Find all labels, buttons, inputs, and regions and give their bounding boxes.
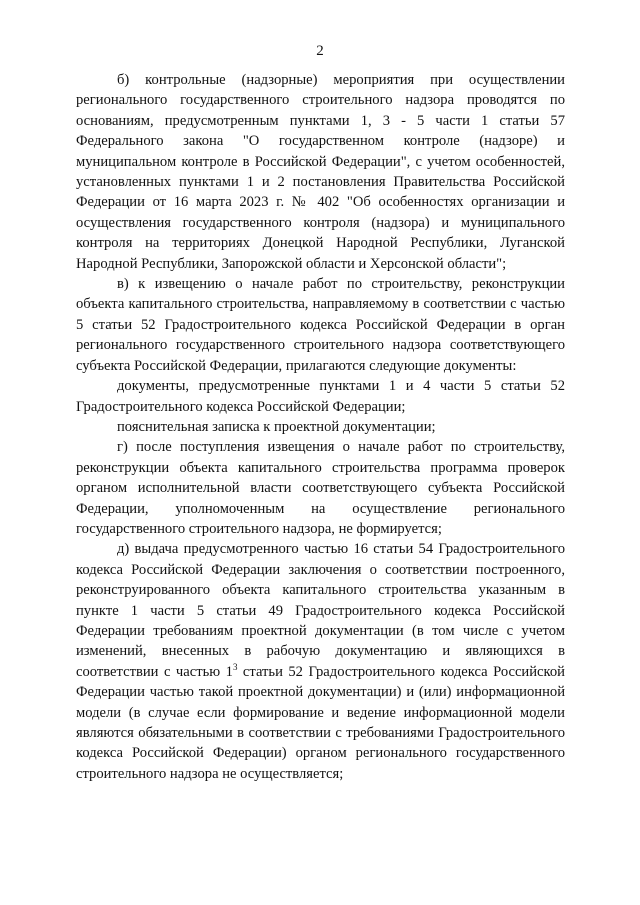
paragraph-v-documents: документы, предусмотренные пунктами 1 и 4 части 5 статьи 52 Градостроительного кодекса Российской Федерации; [76,378,565,415]
document-body [76,70,565,784]
paragraph-d-text-after: статьи 52 Градостроительного кодекса Российской Федерации частью такой проектной документации) и (или) информационной модели (в случае если формирование и ведение информационной модели являются обязательными в соответствии с требованиями Градостроительного кодекса Российской Федерации) органом регионального государственного строительного надзора не осуществляется; [76,663,565,782]
paragraph-d-text-before: д) выдача предусмотренного частью 16 статьи 54 Градостроительного кодекса Российской Федерации заключения о соответствии построенного, реконструированного объекта капитального строительства указанным в пункте 1 части 5 статьи 49 Градостроительного кодекса Российской Федерации требованиям проектной документации (в том числе с учетом изменений, внесенных в рабочую документацию и являющихся в соответствии с частью 1 [76,541,565,680]
paragraph-g: г) после поступления извещения о начале работ по строительству, реконструкции объекта капитального строительства программа проверок органом исполнительной власти соответствующего субъекта Российской Федерации, уполномоченным на осуществление регионального государственного строительного надзора, не формируется; [76,439,565,537]
paragraph-b: б) контрольные (надзорные) мероприятия при осуществлении регионального государственного строительного надзора проводятся по основаниям, предусмотренным пунктами 1, 3 - 5 части 1 статьи 57 Федерального закона "О государственном контроле (надзоре) и муниципальном контроле в Российской Федерации", с учетом особенностей, установленных пунктами 1 и 2 постановления Правительства Российской Федерации от 16 марта 2023 г. № 402 "Об особенностях организации и осуществления государственного контроля (надзора) и муниципального контроля на территориях Донецкой Народной Республики, Луганской Народной Республики, Запорожской области и Херсонской области"; [76,72,565,272]
paragraph-d [76,539,565,784]
paragraph-d-superscript: 3 [232,661,238,672]
paragraph-v-explanatory-note: пояснительная записка к проектной документации; [117,418,436,435]
page-number: 2 [316,43,324,59]
paragraph-v: в) к извещению о начале работ по строительству, реконструкции объекта капитального строительства, направляемому в соответствии с частью 5 статьи 52 Градостроительного кодекса Российской Федерации в орган регионального государственного строительного надзора соответствующего субъекта Российской Федерации, прилагаются следующие документы: [76,276,565,374]
